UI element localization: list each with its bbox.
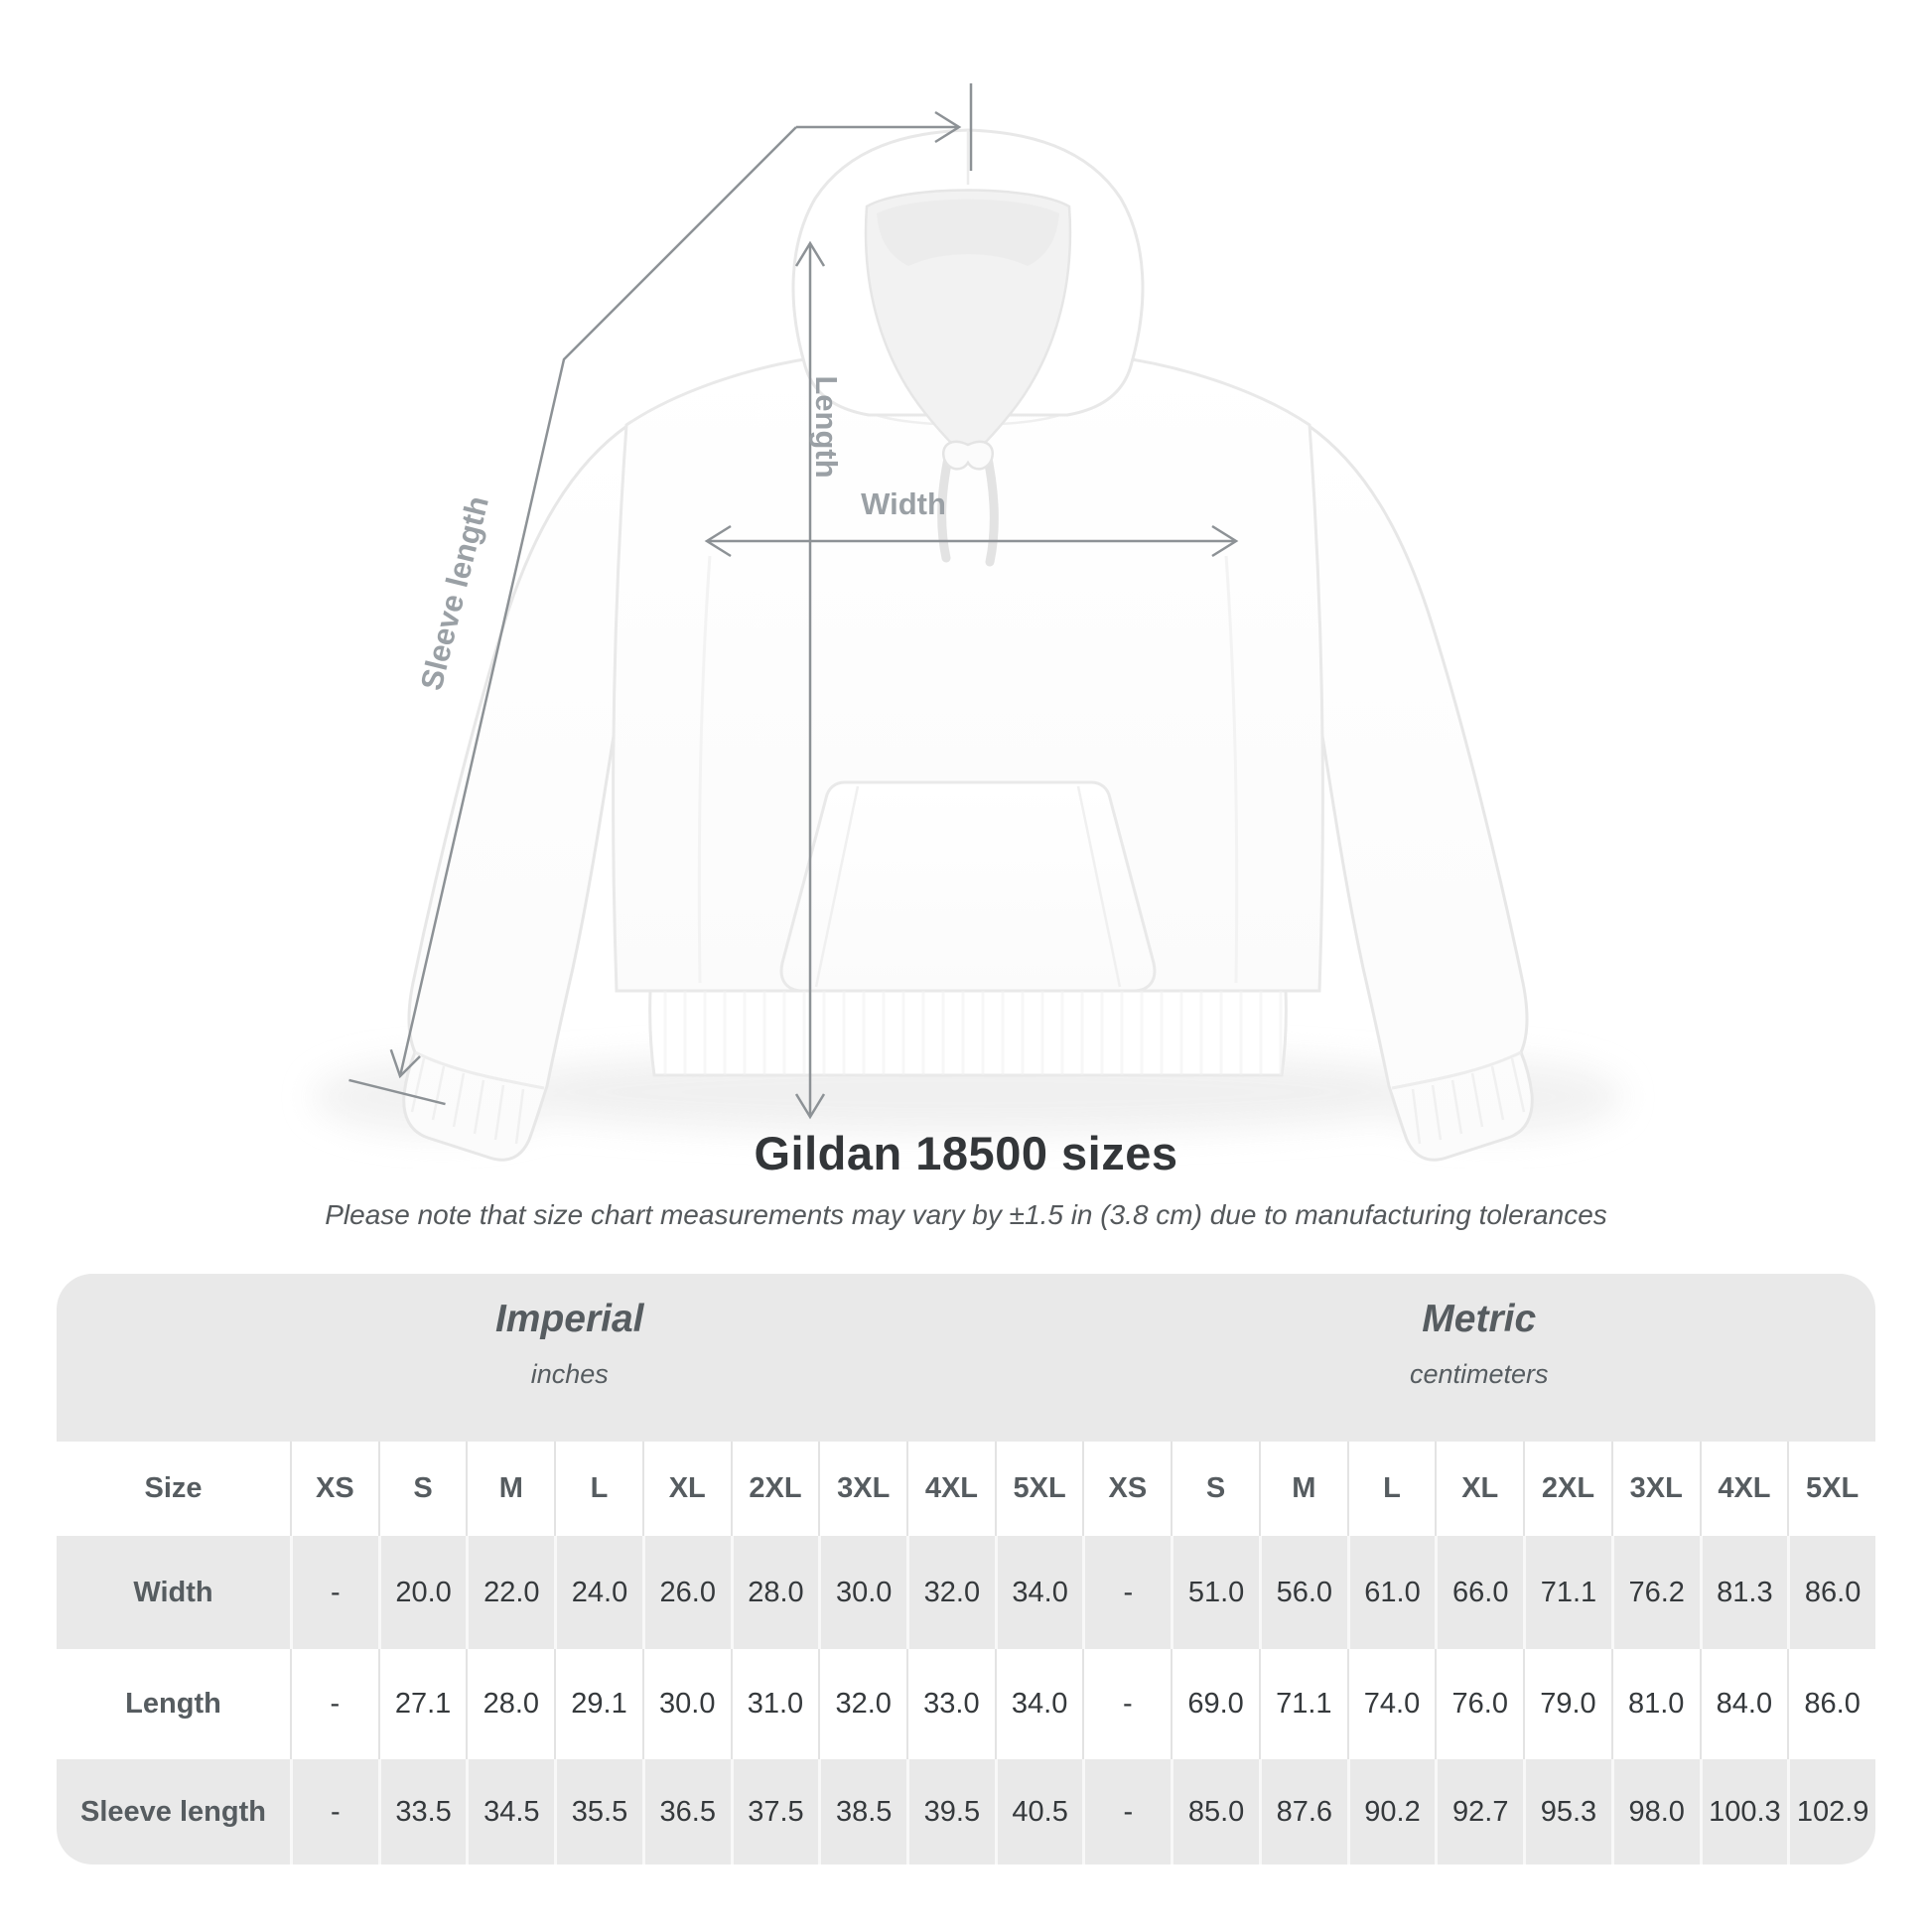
value-cell: 38.5 [818,1759,906,1864]
value-cell: - [290,1759,378,1864]
value-cell: 40.5 [995,1759,1083,1864]
value-cell: - [290,1649,378,1759]
value-cell: 32.0 [818,1649,906,1759]
value-cell: 51.0 [1171,1536,1259,1649]
value-cell: 71.1 [1259,1649,1347,1759]
col-header: 4XL [1700,1442,1788,1536]
col-header: 5XL [1787,1442,1875,1536]
value-cell: 84.0 [1700,1649,1788,1759]
col-header: XL [1435,1442,1523,1536]
value-cell: 30.0 [642,1649,731,1759]
value-cell: 32.0 [906,1536,995,1649]
value-cell: 95.3 [1523,1759,1611,1864]
value-cell: 74.0 [1347,1649,1436,1759]
col-header: 4XL [906,1442,995,1536]
value-cell: 30.0 [818,1536,906,1649]
col-header: XS [1082,1442,1171,1536]
value-cell: 31.0 [731,1649,819,1759]
col-header: XL [642,1442,731,1536]
value-cell: 29.1 [554,1649,642,1759]
row-label: Length [57,1649,290,1759]
page-subtitle: Please note that size chart measurements may vary by ±1.5 in (3.8 cm) due to manufacturing tolerances [325,1199,1607,1230]
value-cell: 22.0 [466,1536,554,1649]
value-cell: 76.2 [1611,1536,1700,1649]
value-cell: 86.0 [1787,1649,1875,1759]
col-header: S [1171,1442,1259,1536]
value-cell: 85.0 [1171,1759,1259,1864]
value-cell: 27.1 [378,1649,467,1759]
page-title: Gildan 18500 sizes [754,1127,1178,1179]
col-header: S [378,1442,467,1536]
col-header: 2XL [731,1442,819,1536]
value-cell: 33.5 [378,1759,467,1864]
value-cell: 76.0 [1435,1649,1523,1759]
value-cell: 98.0 [1611,1759,1700,1864]
hoodie-pocket [781,782,1155,991]
value-cell: 34.5 [466,1759,554,1864]
value-cell: 61.0 [1347,1536,1436,1649]
imperial-unit: inches [530,1359,609,1389]
value-cell: 79.0 [1523,1649,1611,1759]
col-header: 3XL [818,1442,906,1536]
value-cell: 81.0 [1611,1649,1700,1759]
value-cell: - [1082,1759,1171,1864]
value-cell: 33.0 [906,1649,995,1759]
value-cell: 81.3 [1700,1536,1788,1649]
value-cell: 90.2 [1347,1759,1436,1864]
value-cell: 86.0 [1787,1536,1875,1649]
metric-group-header [1082,1274,1875,1442]
sleeve-length-label: Sleeve length [413,492,495,694]
value-cell: 71.1 [1523,1536,1611,1649]
col-header: L [554,1442,642,1536]
value-cell: 28.0 [466,1649,554,1759]
col-header: L [1347,1442,1436,1536]
col-header: M [1259,1442,1347,1536]
value-cell: 102.9 [1787,1759,1875,1864]
value-cell: 34.0 [995,1649,1083,1759]
col-header: 5XL [995,1442,1083,1536]
value-cell: 28.0 [731,1536,819,1649]
value-cell: 37.5 [731,1759,819,1864]
value-cell: 92.7 [1435,1759,1523,1864]
value-cell: 34.0 [995,1536,1083,1649]
value-cell: - [1082,1649,1171,1759]
metric-label: Metric [1422,1298,1537,1340]
value-cell: - [290,1536,378,1649]
value-cell: 66.0 [1435,1536,1523,1649]
value-cell: 20.0 [378,1536,467,1649]
size-table [57,1274,1875,1864]
col-header: XS [290,1442,378,1536]
width-label: Width [861,486,946,521]
value-cell: 56.0 [1259,1536,1347,1649]
value-cell: 100.3 [1700,1759,1788,1864]
value-cell: 69.0 [1171,1649,1259,1759]
row-label: Sleeve length [57,1759,290,1864]
imperial-group-header [57,1274,1082,1442]
col-header: 2XL [1523,1442,1611,1536]
value-cell: 39.5 [906,1759,995,1864]
col-header: 3XL [1611,1442,1700,1536]
value-cell: 24.0 [554,1536,642,1649]
row-label: Width [57,1536,290,1649]
value-cell: 35.5 [554,1759,642,1864]
value-cell: - [1082,1536,1171,1649]
col-header: M [466,1442,554,1536]
value-cell: 87.6 [1259,1759,1347,1864]
imperial-label: Imperial [494,1298,644,1340]
size-header-cell: Size [57,1442,290,1536]
hoodie-hem-band [650,991,1287,1075]
value-cell: 36.5 [642,1759,731,1864]
length-label: Length [809,375,844,479]
value-cell: 26.0 [642,1536,731,1649]
metric-unit: centimeters [1409,1359,1549,1389]
